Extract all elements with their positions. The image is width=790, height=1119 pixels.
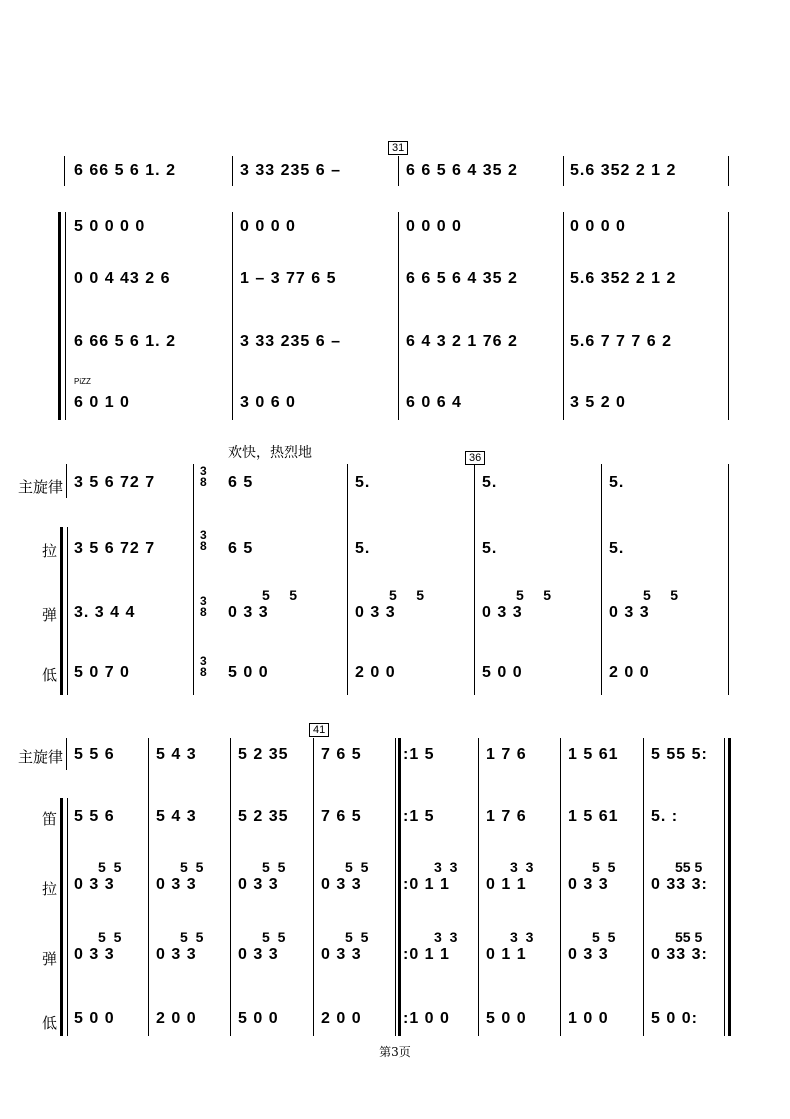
system-1-bracket	[58, 212, 61, 420]
system-2-barline	[193, 464, 194, 695]
system-1-barline	[65, 212, 66, 420]
melody-measure: 5 2 35	[238, 746, 289, 763]
bass-lead-measure: 5 0 7 0	[74, 664, 130, 681]
melody-measure: 5 55 5:	[651, 746, 708, 763]
system-1-melody-barline	[398, 156, 399, 186]
bass-measure: 2 0 0	[355, 664, 396, 681]
system-2-barline	[601, 464, 602, 695]
melody-measure: 5 4 3	[156, 746, 197, 763]
bass-measure: 3 0 6 0	[240, 394, 296, 411]
plucked-measure: 6 4 3 2 1 76 2	[406, 333, 518, 350]
instrument-label-main-melody: 主旋律	[18, 478, 64, 496]
plucked-measure: 3 33 235 6 –	[240, 333, 341, 350]
flute-measure: 0 0 0 0	[240, 218, 296, 235]
system-1-barline	[728, 212, 729, 420]
system-1-melody-barline	[728, 156, 729, 186]
plucked-upper-notes: 55 5	[675, 929, 703, 945]
plucked-lead-measure: 3. 3 4 4	[74, 604, 136, 621]
plucked-measure: 0 3 3	[228, 604, 269, 621]
melody-measure: 5.	[355, 474, 371, 491]
flute-measure: 5 5 6	[74, 808, 115, 825]
bowed-measure: 5.	[609, 540, 625, 557]
system-2-melody-left-barline	[66, 464, 67, 498]
melody-measure: 6 66 5 6 1. 2	[74, 162, 176, 179]
melody-measure: :1 5	[403, 746, 435, 763]
bowed-measure: 0 3 3	[74, 876, 115, 893]
plucked-upper-notes: 5 5	[389, 587, 425, 603]
pizz-marking: PiZZ	[74, 377, 91, 386]
time-signature: 3 8	[200, 528, 207, 553]
system-3-barline	[148, 738, 149, 1036]
plucked-upper-notes: 3 3	[510, 929, 534, 945]
system-2-barline	[474, 464, 475, 695]
bowed-measure: 0 1 1	[486, 876, 527, 893]
system-2-barline	[347, 464, 348, 695]
plucked-upper-notes: 3 3	[434, 929, 458, 945]
system-3-final-barline	[724, 738, 725, 1036]
instrument-label-bass: 低	[42, 666, 58, 684]
flute-measure: 7 6 5	[321, 808, 362, 825]
system-3-barline	[643, 738, 644, 1036]
plucked-measure: 0 3 3	[74, 946, 115, 963]
melody-measure: 1 5 61	[568, 746, 619, 763]
bowed-measure: 0 0 4 43 2 6	[74, 270, 171, 287]
plucked-upper-notes: 5 5	[592, 929, 616, 945]
flute-measure: 0 0 0 0	[406, 218, 462, 235]
plucked-measure: 5.6 7 7 7 6 2	[570, 333, 672, 350]
time-signature: 3 8	[200, 594, 207, 619]
plucked-measure: 0 3 3	[568, 946, 609, 963]
plucked-measure: 0 3 3	[238, 946, 279, 963]
flute-measure: 5 4 3	[156, 808, 197, 825]
melody-measure: 3 33 235 6 –	[240, 162, 341, 179]
melody-measure: 7 6 5	[321, 746, 362, 763]
plucked-measure: 0 3 3	[482, 604, 523, 621]
bass-measure: 2 0 0	[609, 664, 650, 681]
bowed-measure: 0 3 3	[156, 876, 197, 893]
flute-measure: 1 5 61	[568, 808, 619, 825]
page-number: 第3页	[379, 1045, 411, 1059]
system-3-barline	[67, 798, 68, 1036]
bowed-upper-notes: 3 3	[510, 859, 534, 875]
plucked-upper-notes: 5 5	[98, 929, 122, 945]
system-1-melody-barline	[563, 156, 564, 186]
rehearsal-mark: 31	[388, 141, 408, 155]
bowed-measure: 6 6 5 6 4 35 2	[406, 270, 518, 287]
bass-measure: 5 0 0	[482, 664, 523, 681]
instrument-label-main-melody: 主旋律	[18, 748, 64, 766]
bass-measure: 6 0 1 0	[74, 394, 130, 411]
flute-measure: :1 5	[403, 808, 435, 825]
bowed-measure: 5.	[482, 540, 498, 557]
flute-measure: 5. :	[651, 808, 679, 825]
bowed-upper-notes: 5 5	[262, 859, 286, 875]
bowed-measure: 5.	[355, 540, 371, 557]
plucked-measure: 0 3 3	[156, 946, 197, 963]
instrument-label-plucked: 弹	[42, 950, 58, 968]
bowed-upper-notes: 5 5	[592, 859, 616, 875]
time-signature: 3 8	[200, 464, 207, 489]
system-2-barline	[67, 527, 68, 695]
bowed-measure: 5.6 352 2 1 2	[570, 270, 677, 287]
plucked-upper-notes: 5 5	[262, 929, 286, 945]
bowed-upper-notes: 55 5	[675, 859, 703, 875]
instrument-label-flute: 笛	[42, 810, 58, 828]
plucked-measure: 0 1 1	[486, 946, 527, 963]
bowed-measure: 0 3 3	[321, 876, 362, 893]
melody-measure: 5.	[482, 474, 498, 491]
instrument-label-bass: 低	[42, 1014, 58, 1032]
bass-measure: 5 0 0	[228, 664, 269, 681]
bass-measure: :1 0 0	[403, 1010, 450, 1027]
system-1-barline	[232, 212, 233, 420]
bass-measure: 5 0 0	[486, 1010, 527, 1027]
plucked-measure: :0 1 1	[403, 946, 450, 963]
bass-measure: 5 0 0:	[651, 1010, 698, 1027]
bass-measure: 3 5 2 0	[570, 394, 626, 411]
flute-measure: 5 2 35	[238, 808, 289, 825]
time-signature: 3 8	[200, 654, 207, 679]
rehearsal-mark: 41	[309, 723, 329, 737]
system-3-repeat-barline	[395, 738, 396, 1036]
bass-measure: 5 0 0	[74, 1010, 115, 1027]
bowed-measure: 0 3 3	[568, 876, 609, 893]
melody-measure: 5.	[609, 474, 625, 491]
melody-measure: 6 5	[228, 474, 254, 491]
plucked-upper-notes: 5 5	[180, 929, 204, 945]
system-3-barline	[313, 738, 314, 1036]
bowed-upper-notes: 5 5	[345, 859, 369, 875]
bass-measure: 2 0 0	[156, 1010, 197, 1027]
plucked-upper-notes: 5 5	[262, 587, 298, 603]
plucked-measure: 0 3 3	[321, 946, 362, 963]
melody-lead-measure: 3 5 6 72 7	[74, 474, 156, 491]
bowed-measure: :0 1 1	[403, 876, 450, 893]
bass-measure: 2 0 0	[321, 1010, 362, 1027]
bass-measure: 6 0 6 4	[406, 394, 462, 411]
bowed-upper-notes: 5 5	[180, 859, 204, 875]
plucked-measure: 0 33 3:	[651, 946, 708, 963]
bowed-measure: 1 – 3 77 6 5	[240, 270, 337, 287]
bowed-measure: 0 3 3	[238, 876, 279, 893]
system-2-barline	[728, 464, 729, 695]
system-3-bracket	[60, 798, 63, 1036]
plucked-upper-notes: 5 5	[643, 587, 679, 603]
bowed-measure: 0 33 3:	[651, 876, 708, 893]
plucked-measure: 6 66 5 6 1. 2	[74, 333, 176, 350]
system-1-melody-barline	[232, 156, 233, 186]
system-3-final-barline-thick	[728, 738, 731, 1036]
bowed-upper-notes: 3 3	[434, 859, 458, 875]
system-3-melody-left-barline	[66, 738, 67, 770]
bowed-upper-notes: 5 5	[98, 859, 122, 875]
system-1-melody-left-barline	[64, 156, 65, 186]
system-1-barline	[563, 212, 564, 420]
system-3-barline	[230, 738, 231, 1036]
melody-measure: 1 7 6	[486, 746, 527, 763]
plucked-measure: 0 3 3	[355, 604, 396, 621]
system-2-bracket	[60, 527, 63, 695]
plucked-measure: 0 3 3	[609, 604, 650, 621]
bowed-measure: 6 5	[228, 540, 254, 557]
melody-measure: 5.6 352 2 1 2	[570, 162, 677, 179]
instrument-label-bowed: 拉	[42, 542, 58, 560]
tempo-marking: 欢快，热烈地	[228, 445, 312, 461]
system-3-repeat-barline-thick	[398, 738, 401, 1036]
plucked-upper-notes: 5 5	[516, 587, 552, 603]
system-3-barline	[478, 738, 479, 1036]
bass-measure: 1 0 0	[568, 1010, 609, 1027]
flute-measure: 0 0 0 0	[570, 218, 626, 235]
system-1-barline	[398, 212, 399, 420]
melody-measure: 6 6 5 6 4 35 2	[406, 162, 518, 179]
instrument-label-plucked: 弹	[42, 606, 58, 624]
instrument-label-bowed: 拉	[42, 880, 58, 898]
plucked-upper-notes: 5 5	[345, 929, 369, 945]
system-3-barline	[560, 738, 561, 1036]
flute-measure: 5 0 0 0 0	[74, 218, 146, 235]
flute-measure: 1 7 6	[486, 808, 527, 825]
melody-measure: 5 5 6	[74, 746, 115, 763]
rehearsal-mark: 36	[465, 451, 485, 465]
bass-measure: 5 0 0	[238, 1010, 279, 1027]
bowed-lead-measure: 3 5 6 72 7	[74, 540, 156, 557]
